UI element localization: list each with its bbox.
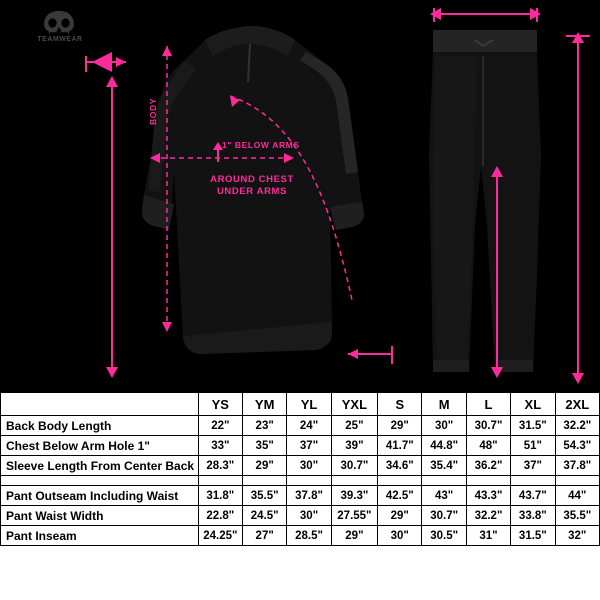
cell: 39" (331, 436, 377, 456)
cell: 27" (243, 526, 287, 546)
table-header-row (1, 393, 600, 416)
table-row (1, 506, 600, 526)
cell: 33" (198, 436, 242, 456)
cell: 32" (555, 526, 599, 546)
cell: 34.6" (378, 456, 422, 476)
cell: 22" (198, 416, 242, 436)
label-below-arms: 1" BELOW ARMS (222, 140, 300, 150)
cell: 30" (287, 506, 331, 526)
cell: 29" (378, 416, 422, 436)
cell: 37" (511, 456, 555, 476)
cell: 29" (378, 506, 422, 526)
cell: 24.25" (198, 526, 242, 546)
cell: 31.5" (511, 526, 555, 546)
label-under-arms: UNDER ARMS (216, 186, 288, 197)
cell: 24" (287, 416, 331, 436)
cell: 54.3" (555, 436, 599, 456)
cell: 31" (466, 526, 510, 546)
cell: 43.3" (466, 486, 510, 506)
spacer-cell (422, 476, 466, 486)
cell: 32.2" (555, 416, 599, 436)
spacer-cell (1, 476, 199, 486)
spacer-cell (287, 476, 331, 486)
cell: 30" (422, 416, 466, 436)
cell: 31.5" (511, 416, 555, 436)
cell: 48" (466, 436, 510, 456)
header-size-ys: YS (198, 393, 242, 416)
cell: 28.3" (198, 456, 242, 476)
header-size-yxl: YXL (331, 393, 377, 416)
row-label-pant-outseam: Pant Outseam Including Waist (1, 486, 199, 506)
table-row (1, 526, 600, 546)
cell: 30.7" (422, 506, 466, 526)
spacer-cell (378, 476, 422, 486)
table-spacer-row (1, 476, 600, 486)
header-size-xl: XL (511, 393, 555, 416)
header-size-2xl: 2XL (555, 393, 599, 416)
table-row (1, 456, 600, 476)
size-chart-table-wrapper (0, 392, 600, 600)
cell: 42.5" (378, 486, 422, 506)
cell: 23" (243, 416, 287, 436)
spacer-cell (198, 476, 242, 486)
cell: 27.55" (331, 506, 377, 526)
cell: 31.8" (198, 486, 242, 506)
cell: 43" (422, 486, 466, 506)
table-row (1, 436, 600, 456)
row-label-pant-waist-width: Pant Waist Width (1, 506, 199, 526)
cell: 44" (555, 486, 599, 506)
cell: 29" (243, 456, 287, 476)
cell: 35.5" (243, 486, 287, 506)
cell: 25" (331, 416, 377, 436)
cell: 36.2" (466, 456, 510, 476)
cell: 30" (378, 526, 422, 546)
header-size-yl: YL (287, 393, 331, 416)
cell: 37.8" (555, 456, 599, 476)
brand-logo-text: TEAMWEAR (37, 36, 83, 43)
header-size-l: L (466, 393, 510, 416)
row-label-back-body-length: Back Body Length (1, 416, 199, 436)
cell: 35.4" (422, 456, 466, 476)
table-row (1, 416, 600, 436)
cell: 44.8" (422, 436, 466, 456)
header-size-ym: YM (243, 393, 287, 416)
row-label-sleeve-length: Sleeve Length From Center Back (1, 456, 199, 476)
cell: 37.8" (287, 486, 331, 506)
header-size-m: M (422, 393, 466, 416)
spacer-cell (466, 476, 510, 486)
row-label-chest-below-arm-hole: Chest Below Arm Hole 1" (1, 436, 199, 456)
cell: 39.3" (331, 486, 377, 506)
cell: 37" (287, 436, 331, 456)
cell: 32.2" (466, 506, 510, 526)
spacer-cell (511, 476, 555, 486)
cell: 22.8" (198, 506, 242, 526)
spacer-cell (555, 476, 599, 486)
cell: 33.8" (511, 506, 555, 526)
header-size-s: S (378, 393, 422, 416)
cell: 51" (511, 436, 555, 456)
cell: 30" (287, 456, 331, 476)
cell: 35.5" (555, 506, 599, 526)
label-around-chest: AROUND CHEST (210, 174, 294, 185)
cell: 43.7" (511, 486, 555, 506)
cell: 35" (243, 436, 287, 456)
spacer-cell (243, 476, 287, 486)
cell: 30.7" (331, 456, 377, 476)
spacer-cell (331, 476, 377, 486)
cell: 30.7" (466, 416, 510, 436)
table-row (1, 486, 600, 506)
label-body: BODY (148, 98, 158, 125)
row-label-pant-inseam: Pant Inseam (1, 526, 199, 546)
cell: 24.5" (243, 506, 287, 526)
cell: 30.5" (422, 526, 466, 546)
header-blank (1, 393, 199, 416)
cell: 29" (331, 526, 377, 546)
size-chart-table (0, 392, 600, 546)
cell: 41.7" (378, 436, 422, 456)
cell: 28.5" (287, 526, 331, 546)
